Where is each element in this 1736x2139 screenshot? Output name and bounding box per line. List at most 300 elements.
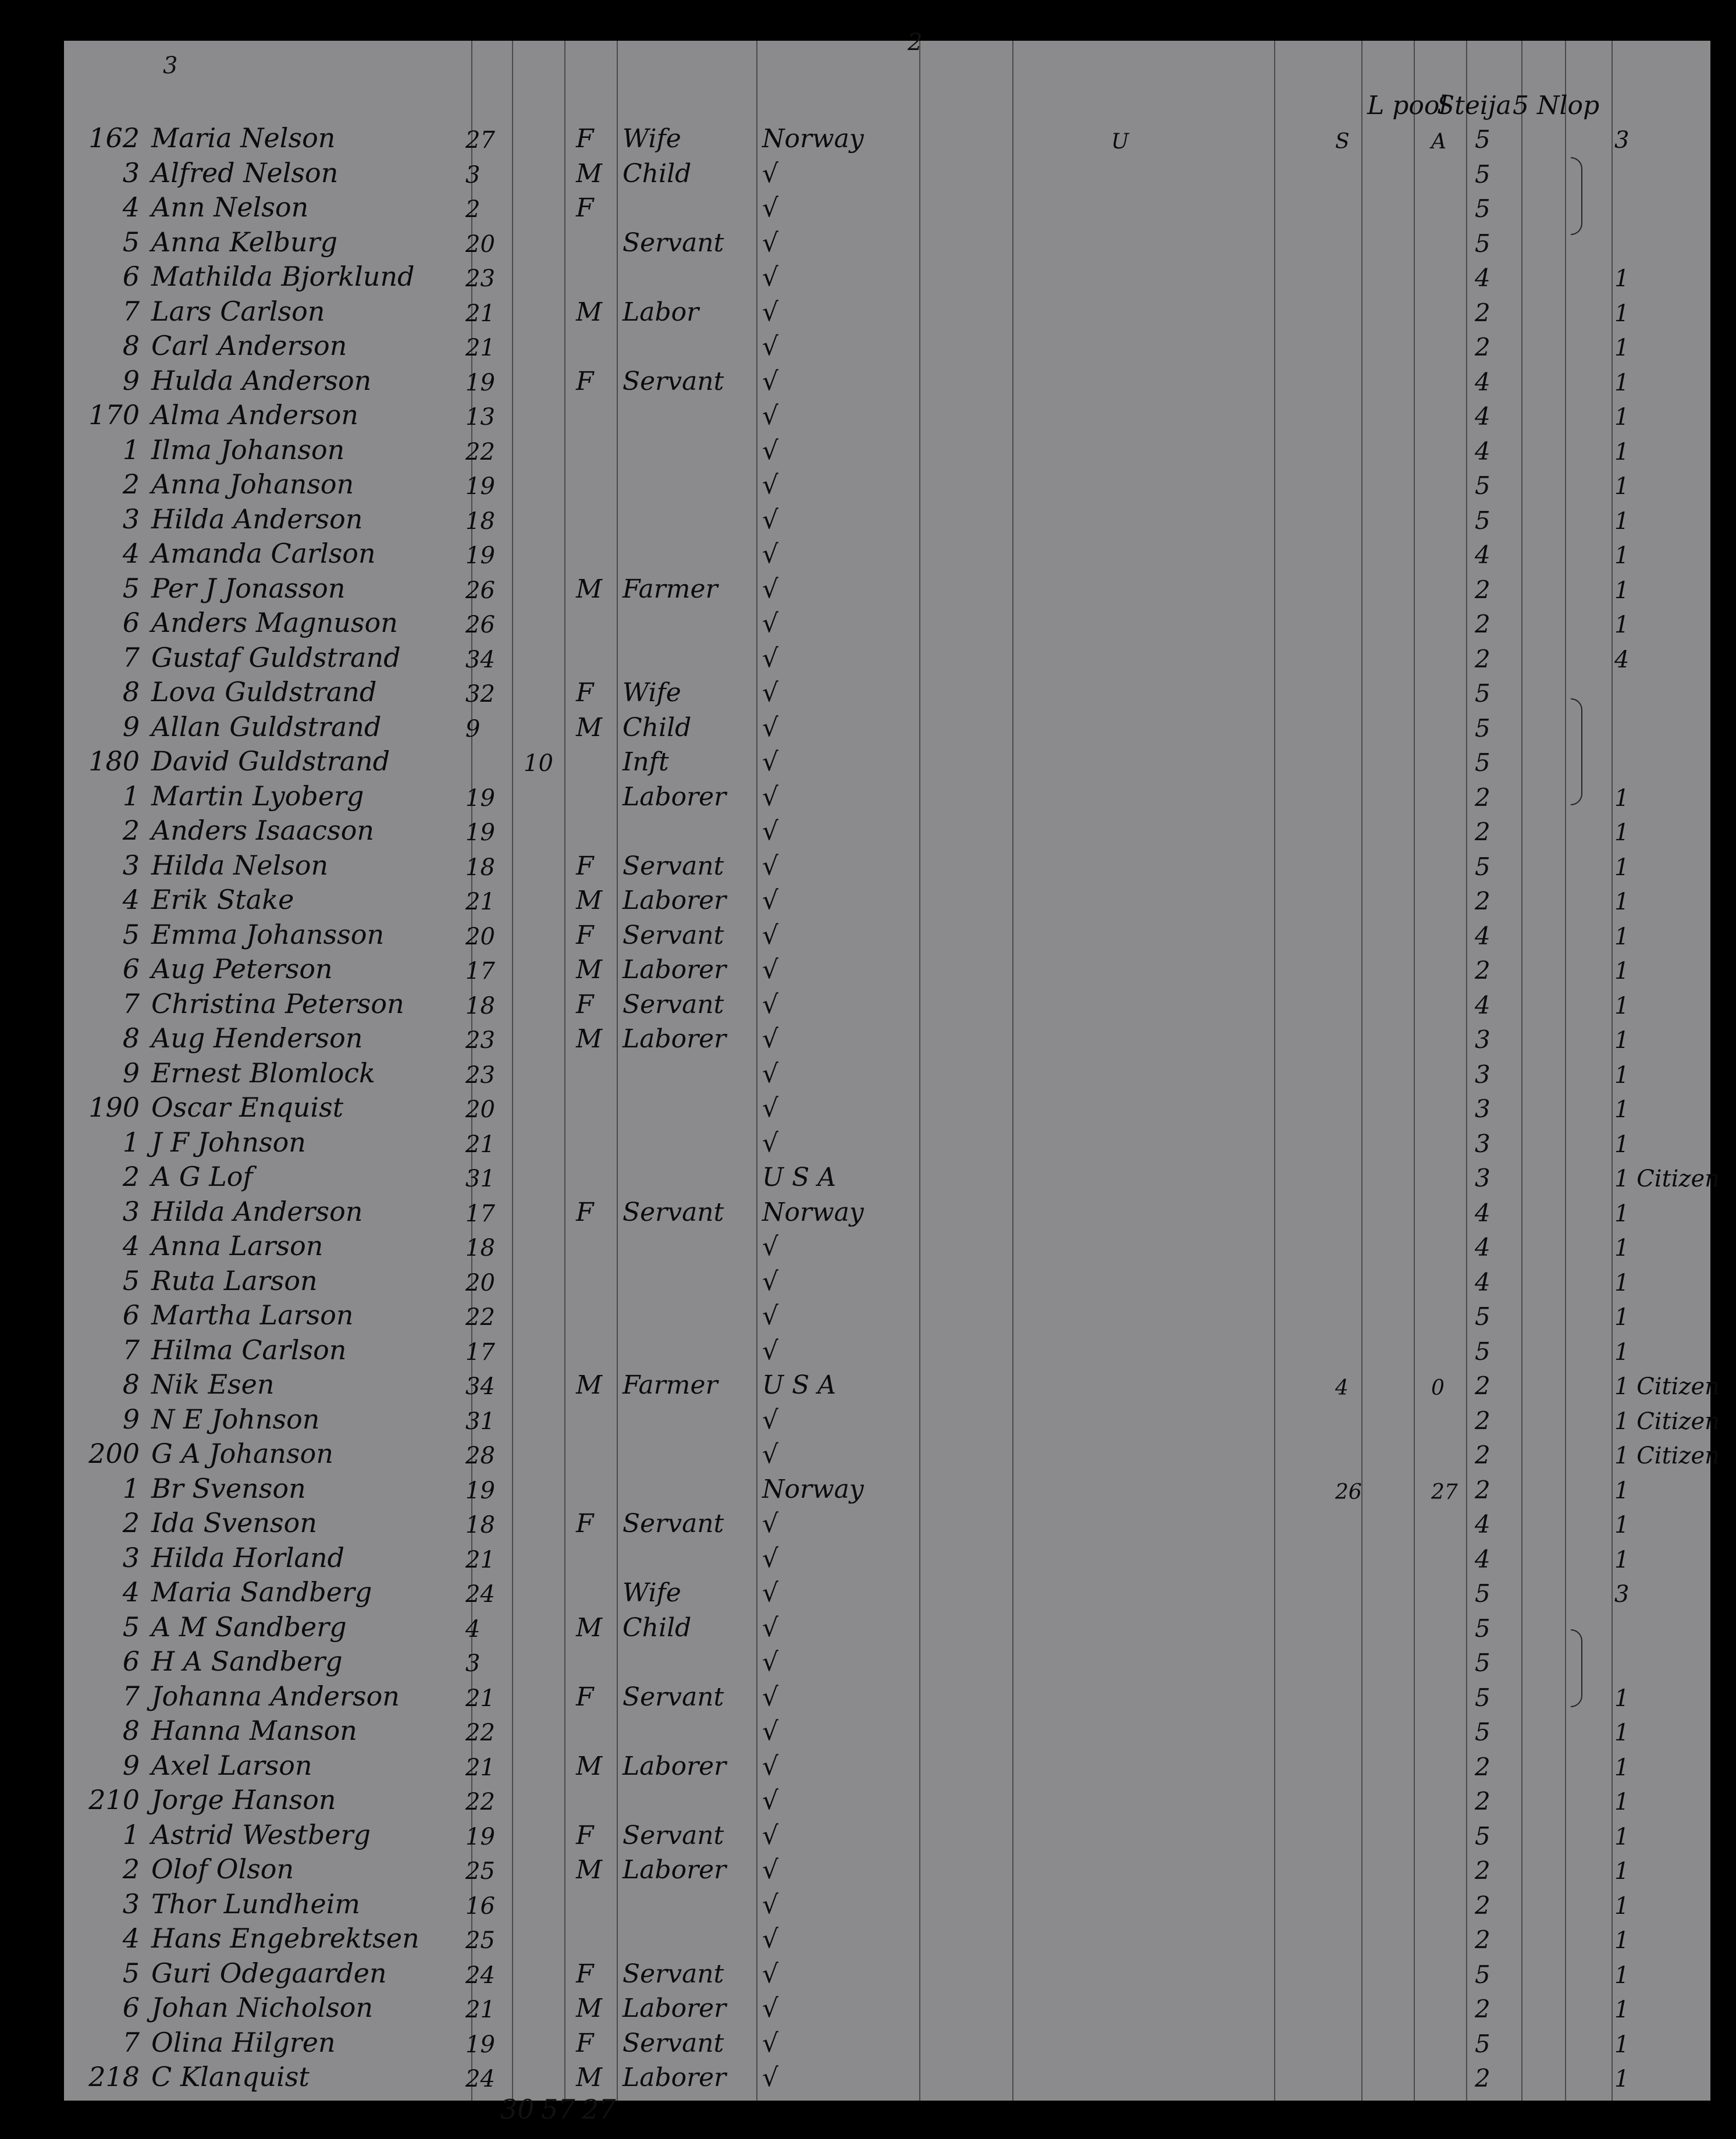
passenger-name: A G Lof [151,1161,253,1192]
class-number: 2 [1475,1753,1490,1781]
port-heading: L pool [1367,91,1448,120]
occupation: Labor [622,297,699,327]
passenger-name: Olof Olson [151,1853,294,1885]
nationality: √ [762,401,779,431]
occupation: Wife [622,678,681,708]
sex: M [576,297,603,327]
occupation: Servant [622,1821,724,1850]
age: 24 [465,1581,495,1608]
row-number: 3 [122,157,140,189]
nationality: Norway [762,1474,864,1504]
row-number: 9 [122,711,140,742]
remarks: 1 [1614,2066,1630,2092]
age: 24 [465,1962,495,1989]
class-number: 4 [1475,1233,1490,1262]
row-number: 3 [122,850,140,881]
age: 22 [465,1304,495,1331]
nationality: √ [762,367,779,396]
remarks: 1 Citizen [1614,1166,1720,1192]
occupation: Laborer [622,886,727,915]
passenger-name: Erik Stake [151,884,294,915]
class-number: 5 [1475,1648,1490,1677]
passenger-name: Maria Nelson [151,122,336,154]
passenger-name: Allan Guldstrand [151,711,382,742]
age: 19 [465,785,495,812]
passenger-name: Maria Sandberg [151,1576,372,1608]
passenger-name: Aug Henderson [151,1022,363,1054]
row-number: 6 [122,1299,140,1331]
table-row [64,330,1710,364]
class-number: 2 [1475,1891,1490,1920]
table-row [64,2027,1710,2060]
nationality: √ [762,851,779,881]
remarks: 1 [1614,923,1630,950]
nationality: √ [762,713,779,742]
row-number: 6 [122,607,140,638]
age: 31 [465,1166,495,1192]
class-number: 2 [1475,1856,1490,1885]
sex: M [576,1751,603,1781]
row-number: 4 [122,884,140,915]
sex: M [576,713,603,742]
occupation: Servant [622,1682,724,1712]
table-row [64,468,1710,502]
passenger-name: Gustaf Guldstrand [151,642,401,673]
remarks: 1 [1614,612,1630,638]
nationality: √ [762,678,779,708]
passenger-name: Ernest Blomlock [151,1057,376,1089]
row-number: 8 [122,1715,140,1746]
age: 19 [465,369,495,396]
remarks: 1 [1614,1858,1630,1885]
nationality: √ [762,1509,779,1538]
table-row [64,434,1710,468]
class-number: 2 [1475,818,1490,846]
age: 17 [465,1339,495,1366]
age: 28 [465,1442,495,1469]
table-row [64,1957,1710,1991]
nationality: Norway [762,124,864,154]
nationality: √ [762,921,779,950]
age: 3 [465,162,481,189]
passenger-name: Br Svenson [151,1473,306,1504]
table-row [64,1507,1710,1541]
row-number: 1 [122,1819,140,1850]
row-number: 170 [88,399,140,431]
remarks: 1 [1614,1339,1630,1366]
remarks: 1 [1614,1893,1630,1920]
passenger-name: Anders Isaacson [151,815,375,846]
nationality: √ [762,1336,779,1366]
row-number: 5 [122,919,140,950]
age: 34 [465,646,495,673]
nationality: √ [762,539,779,569]
table-row [64,780,1710,814]
class-number: 2 [1475,1441,1490,1469]
passenger-name: Hanna Manson [151,1715,357,1746]
nationality: √ [762,1267,779,1296]
occupation: Laborer [622,1024,727,1054]
table-row [64,1369,1720,1402]
passenger-name: Carl Anderson [151,330,347,361]
row-number: 9 [122,1750,140,1781]
age: 20 [465,231,495,258]
age: 21 [465,889,495,915]
remarks: 1 [1614,2031,1630,2058]
row-number: 210 [88,1784,140,1815]
table-row [64,1022,1710,1056]
class-number: 2 [1475,887,1490,915]
sex: F [576,1198,594,1227]
passenger-name: N E Johnson [151,1404,320,1435]
mark-col: 0 [1431,1376,1445,1400]
age: 31 [465,1408,495,1435]
table-row [64,1853,1710,1887]
occupation: Laborer [622,955,727,985]
row-number: 1 [122,1473,140,1504]
table-row [64,1923,1710,1956]
row-number: 1 [122,780,140,812]
remarks: 1 [1614,854,1630,881]
nationality: √ [762,470,779,500]
row-number: 5 [122,1611,140,1643]
row-number: 3 [122,1542,140,1573]
age: 20 [465,1270,495,1296]
remarks: 1 [1614,889,1630,915]
class-number: 2 [1475,575,1490,604]
remarks: 1 Citizen [1614,1408,1720,1435]
nationality: √ [762,1786,779,1815]
remarks: 1 [1614,300,1630,327]
passenger-name: A M Sandberg [151,1611,347,1643]
table-row [64,1680,1710,1714]
nationality: √ [762,1890,779,1920]
table-row [64,191,1710,225]
class-number: 4 [1475,922,1490,950]
remarks: 1 [1614,1996,1630,2023]
table-row [64,122,1710,156]
age: 18 [465,1235,495,1262]
mark-col: 4 [1335,1376,1349,1400]
occupation: Farmer [622,574,718,604]
occupation: Laborer [622,782,727,812]
row-number: 7 [122,2027,140,2058]
row-number: 6 [122,261,140,292]
sex: F [576,1682,594,1712]
passenger-name: Oscar Enquist [151,1092,344,1123]
footer-tally: 57 [541,2094,575,2125]
sex: M [576,1024,603,1054]
table-row [64,1611,1710,1645]
age: 18 [465,508,495,535]
nationality: √ [762,1924,779,1954]
remarks: 1 [1614,508,1630,535]
remarks: 1 [1614,1235,1630,1262]
table-row [64,1299,1710,1333]
passenger-name: David Guldstrand [151,745,390,777]
remarks: 1 [1614,473,1630,500]
table-row [64,1542,1710,1576]
table-row [64,157,1710,191]
age: 2 [465,196,481,223]
class-number: 5 [1475,1960,1490,1989]
class-number: 2 [1475,299,1490,327]
age: 24 [465,2066,495,2092]
class-number: 5 [1475,1683,1490,1712]
age: 23 [465,1062,495,1089]
remarks: 4 [1614,646,1630,673]
table-row [64,988,1710,1022]
top-mark: 2 [908,29,923,56]
nationality: √ [762,332,779,361]
remarks: 1 [1614,335,1630,361]
age-infant: 10 [524,750,553,777]
row-number: 5 [122,1957,140,1989]
age: 21 [465,1547,495,1573]
nationality: √ [762,228,779,258]
passenger-name: Anna Johanson [151,468,354,500]
occupation: Laborer [622,1751,727,1781]
row-number: 7 [122,1680,140,1712]
class-number: 5 [1475,1718,1490,1746]
table-row [64,815,1710,848]
remarks: 1 [1614,1096,1630,1123]
nationality: √ [762,1128,779,1158]
passenger-name: Emma Johansson [151,919,385,950]
row-number: 5 [122,573,140,604]
age: 3 [465,1650,481,1677]
remarks: 1 [1614,1719,1630,1746]
remarks: 1 [1614,1270,1630,1296]
table-row [64,1196,1710,1230]
table-row [64,1888,1710,1922]
age: 4 [465,1616,481,1643]
remarks: 1 [1614,1754,1630,1781]
age: 18 [465,1512,495,1538]
occupation: Child [622,1613,692,1643]
age: 21 [465,300,495,327]
class-number: 5 [1475,852,1490,881]
row-number: 7 [122,642,140,673]
age: 13 [465,404,495,431]
corner-mark: 3 [163,52,178,79]
passenger-name: Johanna Anderson [151,1680,400,1712]
nationality: √ [762,816,779,846]
nationality: √ [762,1405,779,1435]
ship-heading: Steija [1437,91,1511,120]
occupation: Servant [622,921,724,950]
age: 19 [465,819,495,846]
table-row [64,365,1710,399]
table-row [64,226,1710,260]
remarks: 1 [1614,1512,1630,1538]
table-row [64,296,1710,329]
table-row [64,503,1710,537]
class-number: 5 [1475,748,1490,777]
sex: F [576,678,594,708]
occupation: Servant [622,2028,724,2058]
table-row [64,1438,1720,1472]
row-number: 4 [122,1230,140,1262]
remarks: 1 [1614,1200,1630,1227]
age: 19 [465,2031,495,2058]
sex: M [576,1855,603,1885]
age: 20 [465,1096,495,1123]
table-row [64,676,1710,710]
sex: M [576,2063,603,2092]
row-number: 6 [122,1646,140,1677]
class-number: 2 [1475,1787,1490,1815]
class-number: 4 [1475,1510,1490,1538]
remarks: 1 [1614,1685,1630,1712]
class-number: 4 [1475,1199,1490,1227]
age: 27 [465,127,495,154]
passenger-name: Olina Hilgren [151,2027,336,2058]
nationality: √ [762,1994,779,2023]
class-number: 4 [1475,264,1490,292]
occupation: Servant [622,990,724,1019]
mark-col: 26 [1335,1480,1362,1504]
nationality: √ [762,1682,779,1712]
table-row [64,1334,1710,1368]
row-number: 9 [122,1404,140,1435]
nationality: √ [762,609,779,638]
steerage-heading: 5 Nlop [1513,91,1600,120]
table-row [64,1092,1710,1125]
nationality: √ [762,2028,779,2058]
passenger-name: Anna Kelburg [151,226,338,258]
mark-col: A [1431,130,1446,154]
sex: M [576,886,603,915]
age: 26 [465,612,495,638]
row-number: 1 [122,1127,140,1158]
sex: F [576,990,594,1019]
nationality: √ [762,1301,779,1331]
age: 21 [465,1754,495,1781]
passenger-name: Johan Nicholson [151,1992,373,2023]
age: 16 [465,1893,495,1920]
class-number: 4 [1475,541,1490,569]
table-row [64,1576,1710,1610]
table-row [64,1992,1710,2026]
occupation: Wife [622,124,681,154]
remarks: 1 [1614,1789,1630,1815]
occupation: Servant [622,1959,724,1989]
class-number: 2 [1475,1476,1490,1504]
nationality: √ [762,886,779,915]
nationality: √ [762,1647,779,1677]
nationality: √ [762,782,779,812]
sex: F [576,2028,594,2058]
age: 22 [465,439,495,466]
row-number: 9 [122,365,140,396]
row-number: 5 [122,226,140,258]
age: 21 [465,335,495,361]
class-number: 3 [1475,1164,1490,1192]
passenger-name: Hilda Anderson [151,503,363,535]
passenger-name: C Klanquist [151,2061,310,2092]
class-number: 4 [1475,991,1490,1019]
sex: F [576,921,594,950]
row-number: 4 [122,191,140,223]
remarks: 1 [1614,1477,1630,1504]
row-number: 1 [122,434,140,466]
row-number: 8 [122,1369,140,1400]
row-number: 2 [122,468,140,500]
age: 23 [465,265,495,292]
nationality: √ [762,1440,779,1469]
passenger-name: Ruta Larson [151,1265,318,1296]
class-number: 4 [1475,437,1490,466]
remarks: 1 [1614,1131,1630,1158]
sex: M [576,955,603,985]
class-number: 5 [1475,125,1490,154]
age: 17 [465,958,495,985]
row-number: 8 [122,1022,140,1054]
remarks: 1 [1614,577,1630,604]
passenger-name: Hulda Anderson [151,365,372,396]
passenger-name: Hilma Carlson [151,1334,347,1366]
row-number: 180 [88,745,140,777]
remarks: 1 [1614,542,1630,569]
remarks: 1 [1614,785,1630,812]
class-number: 5 [1475,194,1490,223]
age: 34 [465,1373,495,1400]
occupation: Child [622,159,692,189]
class-number: 5 [1475,2030,1490,2058]
nationality: √ [762,1821,779,1850]
remarks: 1 Citizen [1614,1442,1720,1469]
remarks: 1 [1614,1062,1630,1089]
nationality: √ [762,1059,779,1089]
table-row [64,642,1710,676]
sex: F [576,1821,594,1850]
class-number: 2 [1475,1406,1490,1435]
nationality: √ [762,1855,779,1885]
class-number: 5 [1475,1579,1490,1608]
age: 18 [465,993,495,1019]
remarks: 1 [1614,1824,1630,1850]
row-number: 5 [122,1265,140,1296]
row-number: 2 [122,1161,140,1192]
passenger-name: Hilda Nelson [151,850,329,881]
remarks: 1 [1614,265,1630,292]
table-row [64,538,1710,571]
occupation: Farmer [622,1370,718,1400]
class-number: 3 [1475,1060,1490,1089]
table-row [64,1715,1710,1749]
row-number: 7 [122,1334,140,1366]
class-number: 4 [1475,1545,1490,1573]
class-number: 3 [1475,1095,1490,1123]
occupation: Child [622,713,692,742]
class-number: 5 [1475,1614,1490,1643]
age: 21 [465,1996,495,2023]
passenger-name: Ann Nelson [151,191,309,223]
table-row [64,1750,1710,1783]
age: 25 [465,1858,495,1885]
passenger-name: Thor Lundheim [151,1888,361,1920]
age: 9 [465,716,481,742]
row-number: 4 [122,538,140,569]
nationality: √ [762,644,779,673]
nationality: √ [762,1717,779,1746]
passenger-name: J F Johnson [151,1127,306,1158]
passenger-name: Nik Esen [151,1369,275,1400]
passenger-name: H A Sandberg [151,1646,343,1677]
remarks: 1 [1614,1927,1630,1954]
age: 26 [465,577,495,604]
